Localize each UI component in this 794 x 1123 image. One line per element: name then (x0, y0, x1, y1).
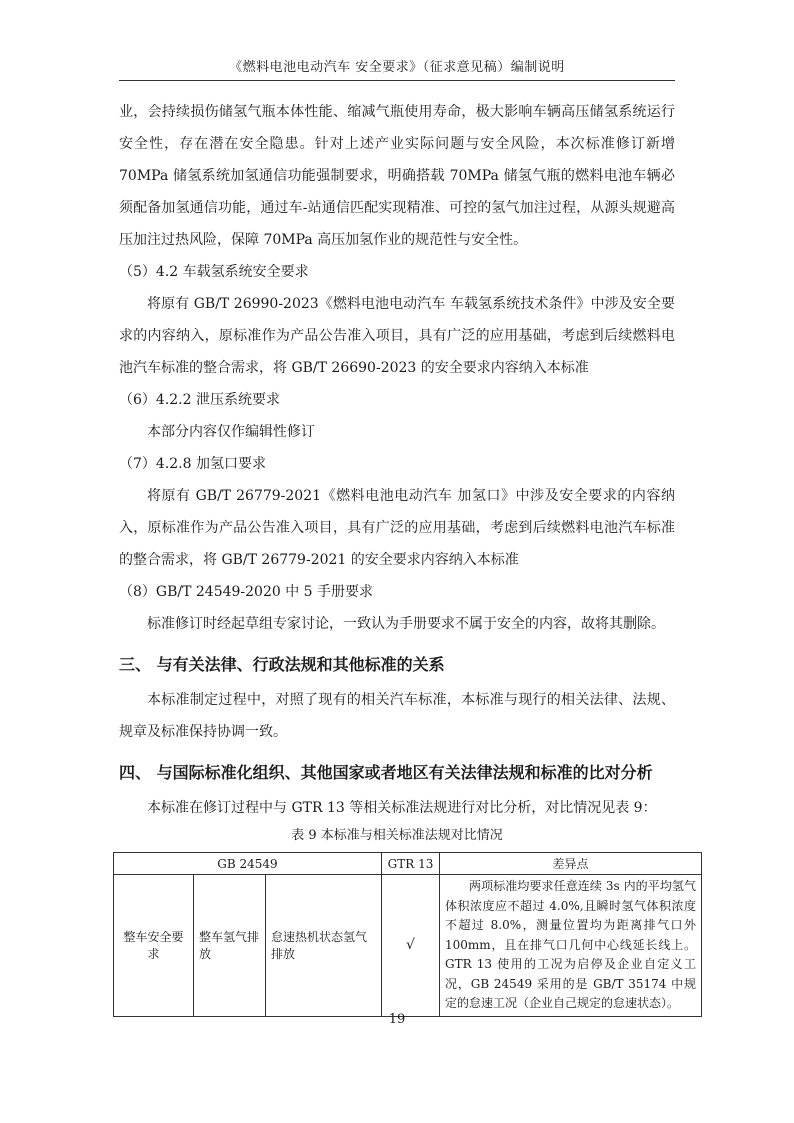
header-gb: GB 24549 (114, 853, 382, 875)
item-6-title: （6）4.2.2 泄压系统要求 (119, 392, 280, 408)
item-5-title: （5）4.2 车载氢系统安全要求 (119, 264, 309, 280)
cell-subcategory: 整车氢气排放 (194, 875, 266, 1017)
document-body (119, 96, 697, 1017)
table-caption: 表 9 本标准与相关标准法规对比情况 (291, 828, 503, 843)
table-row (114, 875, 702, 1017)
header-gtr: GTR 13 (382, 853, 440, 875)
cell-item: 怠速热机状态氢气排放 (266, 875, 382, 1017)
section-3-body: 本标准制定过程中，对照了现有的相关汽车标准，本标准与现行的相关法律、法规、规章及标准保持协调一致。 (119, 692, 675, 740)
check-mark-icon: √ (382, 875, 440, 1017)
item-7-body: 将原有 GB/T 26779-2021《燃料电池电动汽车 加氢口》中涉及安全要求的内容纳入，原标准作为产品公告准入项目，具有广泛的应用基础，考虑到后续燃料电池汽车标准的整合需求，将 GB/T 26779-2021 的安全要求内容纳入本标准 (119, 488, 675, 568)
item-5-body: 将原有 GB/T 26990-2023《燃料电池电动汽车 车载氢系统技术条件》中涉及安全要求的内容纳入，原标准作为产品公告准入项目，具有广泛的应用基础，考虑到后续燃料电池汽车标准的整合需求，将 GB/T 26690-2023 的安全要求内容纳入本标准 (119, 296, 675, 376)
page-header: 《燃料电池电动汽车 安全要求》（征求意见稿）编制说明 (229, 60, 565, 75)
header-diff: 差异点 (440, 853, 702, 875)
header-rule (119, 80, 675, 81)
item-6-body: 本部分内容仅作编辑性修订 (147, 424, 315, 440)
section-4-body: 本标准在修订过程中与 GTR 13 等相关标准法规进行对比分析，对比情况见表 9： (147, 800, 657, 816)
cell-category: 整车安全要求 (114, 875, 194, 1017)
table-header-row (114, 853, 702, 875)
item-8-title: （8）GB/T 24549-2020 中 5 手册要求 (119, 584, 374, 600)
item-7-title: （7）4.2.8 加氢口要求 (119, 456, 266, 472)
cell-difference: 两项标准均要求任意连续 3s 内的平均氢气体积浓度应不超过 4.0%,且瞬时氢气体积浓度不超过 8.0%，测量位置均为距离排气口外 100mm，且在排气口几何中心线延长线上。GTR 13 使用的工况为启停及企业自定义工况，GB 24549 采用的是 GB/T 35174 中规定的怠速工况（企业自己规定的怠速状态）。 (440, 875, 702, 1017)
comparison-table (113, 852, 702, 1017)
section-3-heading: 三、 与有关法律、行政法规和其他标准的关系 (119, 655, 445, 674)
paragraph-continuation: 业，会持续损伤储氢气瓶本体性能、缩减气瓶使用寿命，极大影响车辆高压储氢系统运行安全性，存在潜在安全隐患。针对上述产业实际问题与安全风险，本次标准修订新增 70MPa 储氢系统加氢通信功能强制要求，明确搭载 70MPa 储氢气瓶的燃料电池车辆必须配备加氢通信功能，通过车-站通信匹配实现精准、可控的氢气加注过程，从源头规避高压加注过热风险，保障 70MPa 高压加氢作业的规范性与安全性。 (119, 104, 675, 248)
item-8-body: 标准修订时经起草组专家讨论，一致认为手册要求不属于安全的内容，故将其删除。 (147, 616, 665, 632)
section-4-heading: 四、 与国际标准化组织、其他国家或者地区有关法律法规和标准的比对分析 (119, 763, 653, 782)
page-number: 19 (388, 1012, 406, 1027)
